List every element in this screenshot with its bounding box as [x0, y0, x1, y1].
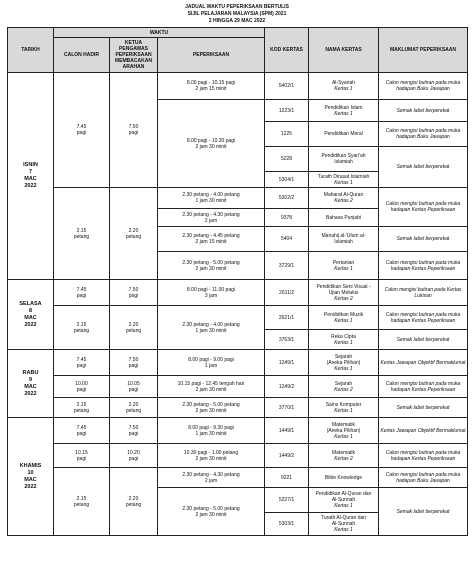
header-row-1 [8, 28, 468, 38]
day-cell-rabu: RABU 9 MAC 2022 [8, 350, 54, 418]
kod-cell: 5303/1 [265, 513, 309, 536]
paper-cell: Sains Komputer Kertas 1 [309, 398, 379, 418]
paper-cell: Pendidikan Al-Quran dan Al-Sunnah Kertas 1 [309, 488, 379, 513]
note-cell: Semak label berperekat [379, 488, 468, 536]
time-cell: 8.00 pagi - 10.30 pagi 2 jam 30 minit [158, 100, 265, 188]
calon-hadir-cell: 7.45 pagi [54, 418, 110, 444]
paper-cell: Pertanian Kertas 1 [309, 252, 379, 280]
kod-cell: 9378 [265, 209, 309, 227]
paper-cell: Turath Dirasat Islamiah Kertas 1 [309, 172, 379, 188]
paper-cell: Matematik (Aneka Pilihan) Kertas 1 [309, 418, 379, 444]
paper-cell: Matematik Kertas 2 [309, 444, 379, 468]
table-row [8, 280, 468, 306]
paper-cell: Pendidikan Moral [309, 122, 379, 147]
kod-cell: 9221 [265, 468, 309, 488]
time-cell: 8.00 pagi - 9.00 pagi 1 jam [158, 350, 265, 376]
time-cell: 8.00 pagi - 11.00 pagi 3 jam [158, 280, 265, 306]
kod-cell: 1249/1 [265, 350, 309, 376]
ketua-cell: 2.20 petang [110, 306, 158, 350]
col-ketua: KETUA PENGAWAS PEPERIKSAAN MEMBACAKAN ARAHAN [110, 38, 158, 73]
kod-cell: 5228 [265, 147, 309, 172]
time-cell: 10.30 pagi - 1.00 petang 2 jam 30 minit [158, 444, 265, 468]
table-row [8, 444, 468, 468]
table-row [8, 306, 468, 330]
ketua-cell: 7.50 pagi [110, 350, 158, 376]
note-cell: Calon mengisi butiran pada muka hadapan Kertas Peperiksaan [379, 376, 468, 398]
ketua-cell: 10.05 pagi [110, 376, 158, 398]
table-row [8, 350, 468, 376]
calon-hadir-cell: 7.45 pagi [54, 350, 110, 376]
table-row [8, 188, 468, 209]
table-row [8, 73, 468, 100]
note-cell: Calon mengisi butiran pada muka hadapan Buku Jawapan [379, 122, 468, 147]
note-cell: Calon mengisi butiran pada muka hadapan Kertas Peperiksaan [379, 252, 468, 280]
calon-hadir-cell: 2.15 petang [54, 398, 110, 418]
note-cell: Semak label berperekat [379, 227, 468, 252]
paper-cell: Bahasa Punjabi [309, 209, 379, 227]
time-cell: 8.00 pagi - 9.30 pagi 1 jam 30 minit [158, 418, 265, 444]
kod-cell: 1223/1 [265, 100, 309, 122]
calon-hadir-cell: 2.15 petang [54, 188, 110, 280]
ketua-cell: 7.50 pagi [110, 280, 158, 306]
col-kod: KOD KERTAS [265, 28, 309, 73]
paper-cell: Sejarah Kertas 2 [309, 376, 379, 398]
time-cell: 2.30 petang - 4.00 petang 1 jam 30 minit [158, 306, 265, 350]
kod-cell: 5404 [265, 227, 309, 252]
time-cell: 2.30 petang - 4.45 petang 2 jam 15 minit [158, 227, 265, 252]
ketua-cell: 7.50 pagi [110, 418, 158, 444]
note-cell: Semak label berperekat [379, 100, 468, 122]
paper-cell: Al-Syariah Kertas 1 [309, 73, 379, 100]
kod-cell: 5402/1 [265, 73, 309, 100]
time-cell: 2.30 petang - 4.30 petang 2 jam [158, 209, 265, 227]
note-cell: Calon mengisi butiran pada Kertas Lukisan [379, 280, 468, 306]
time-cell: 2.30 petang - 4.30 petang 2 jam [158, 468, 265, 488]
kod-cell: 1225 [265, 122, 309, 147]
table-row [8, 398, 468, 418]
note-cell: Calon mengisi butiran pada muka hadapan Kertas Peperiksaan [379, 444, 468, 468]
ketua-cell: 10.20 pagi [110, 444, 158, 468]
note-cell: Kertas Jawapan Objektif Bermaklumat [379, 350, 468, 376]
ketua-cell: 7.50 pagi [110, 73, 158, 188]
header-line-3: 2 HINGGA 29 MAC 2022 [208, 18, 266, 24]
paper-cell: Maharat Al-Quran Kertas 2 [309, 188, 379, 209]
day-cell-khamis: KHAMIS 10 MAC 2022 [8, 418, 54, 536]
paper-cell: Pendidikan Syari'ah Islamiah [309, 147, 379, 172]
time-cell: 2.30 petang - 5.00 petang 2 jam 30 minit [158, 398, 265, 418]
paper-cell: Sejarah (Aneka Pilihan) Kertas 1 [309, 350, 379, 376]
note-cell: Calon mengisi butiran pada muka hadapan Kertas Peperiksaan [379, 306, 468, 330]
time-cell: 2.30 petang - 5.00 petang 2 jam 30 minit [158, 488, 265, 536]
kod-cell: 1249/2 [265, 376, 309, 398]
kod-cell: 5227/1 [265, 488, 309, 513]
calon-hadir-cell: 2.15 petang [54, 306, 110, 350]
note-cell: Calon mengisi butiran pada muka hadapan Buku Jawapan [379, 468, 468, 488]
kod-cell: 3763/1 [265, 330, 309, 350]
kod-cell: 2611/2 [265, 280, 309, 306]
kod-cell: 3729/1 [265, 252, 309, 280]
paper-cell: Bible Knowledge [309, 468, 379, 488]
paper-cell: Manahij al-'Ulum al- Islamiah [309, 227, 379, 252]
note-cell: Semak label berperekat [379, 330, 468, 350]
time-cell: 8.00 pagi - 10.15 pagi 2 jam 15 minit [158, 73, 265, 100]
kod-cell: 5302/2 [265, 188, 309, 209]
paper-cell: Reka Cipta Kertas 1 [309, 330, 379, 350]
paper-cell: Turath Al-Quran dan Al-Sunnah Kertas 1 [309, 513, 379, 536]
kod-cell: 2621/1 [265, 306, 309, 330]
table-row [8, 376, 468, 398]
calon-hadir-cell: 7.45 pagi [54, 280, 110, 306]
day-cell-selasa: SELASA 8 MAC 2022 [8, 280, 54, 350]
col-waktu: WAKTU [54, 28, 265, 38]
note-cell: Semak label berperekat [379, 147, 468, 188]
table-row [8, 468, 468, 488]
col-nama: NAMA KERTAS [309, 28, 379, 73]
day-cell-isnin: ISNIN 7 MAC 2022 [8, 73, 54, 280]
col-maklumat: MAKLUMAT PEPERIKSAAN [379, 28, 468, 73]
ketua-cell: 2.20 petang [110, 188, 158, 280]
col-tarikh: TARIKH [8, 28, 54, 73]
header-line-2: SIJIL PELAJARAN MALAYSIA (SPM) 2021 [187, 11, 287, 17]
ketua-cell: 2.20 petang [110, 398, 158, 418]
paper-cell: Pendidikan Seni Visual - Ujian Melukis Kertas 2 [309, 280, 379, 306]
kod-cell: 3770/1 [265, 398, 309, 418]
kod-cell: 1449/2 [265, 444, 309, 468]
header-line-1: JADUAL WAKTU PEPERIKSAAN BERTULIS [185, 4, 289, 10]
paper-cell: Pendidikan Muzik Kertas 1 [309, 306, 379, 330]
kod-cell: 5304/1 [265, 172, 309, 188]
time-cell: 2.30 petang - 5.00 petang 2 jam 30 minit [158, 252, 265, 280]
note-cell: Semak label berperekat [379, 398, 468, 418]
table-row [8, 418, 468, 444]
kod-cell: 1449/1 [265, 418, 309, 444]
calon-hadir-cell: 2.15 petang [54, 468, 110, 536]
calon-hadir-cell: 10.00 pagi [54, 376, 110, 398]
timetable [7, 27, 468, 536]
document-header [0, 4, 474, 25]
col-peperiksaan: PEPERIKSAAN [158, 38, 265, 73]
paper-cell: Pendidikan Islam Kertas 1 [309, 100, 379, 122]
calon-hadir-cell: 7.45 pagi [54, 73, 110, 188]
ketua-cell: 2.20 petang [110, 468, 158, 536]
col-calon-hadir: CALON HADIR [54, 38, 110, 73]
note-cell: Calon mengisi butiran pada muka hadapan Kertas Peperiksaan [379, 188, 468, 227]
note-cell: Kertas Jawapan Objektif Bermaklumat [379, 418, 468, 444]
time-cell: 2.30 petang - 4.00 petang 1 jam 30 minit [158, 188, 265, 209]
time-cell: 10.15 pagi - 12.45 tengah hari 2 jam 30 minit [158, 376, 265, 398]
calon-hadir-cell: 10.15 pagi [54, 444, 110, 468]
note-cell: Calon mengisi butiran pada muka hadapan Buku Jawapan [379, 73, 468, 100]
